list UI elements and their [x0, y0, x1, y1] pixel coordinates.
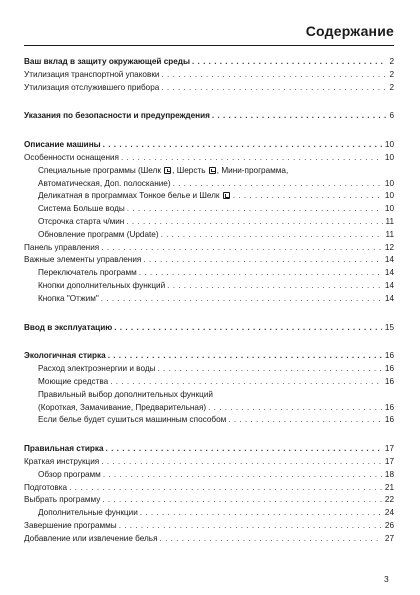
toc-entry-text: Моющие средства: [38, 376, 109, 386]
leader-dots: [228, 414, 382, 427]
toc-page-number: 10: [384, 191, 394, 201]
toc-text-part: , Мини-программа,: [216, 165, 289, 175]
toc-entry-line2[interactable]: [24, 178, 394, 191]
toc-heading-text: Экологичная стирка: [24, 351, 106, 361]
toc-page-number: 18: [384, 469, 394, 479]
toc-page-number: 14: [384, 280, 394, 290]
toc-entry-text: Автоматическая, Доп. полоскание): [38, 178, 171, 188]
toc-entry-text: Правильный выбор дополнительных функций: [38, 389, 213, 399]
leader-dots: [101, 293, 382, 306]
toc-entry[interactable]: [24, 242, 394, 255]
section-spacer: [24, 427, 394, 443]
section-spacer: [24, 306, 394, 322]
toc-entry[interactable]: [24, 254, 394, 267]
leader-dots: [106, 443, 382, 456]
toc-page-number: 10: [384, 178, 394, 188]
toc-entry-text: Система Больше воды: [38, 204, 125, 214]
toc-entry-text: Утилизация транспортной упаковки: [24, 69, 160, 79]
toc-page-number: 16: [384, 351, 394, 361]
toc-page-number: 14: [384, 268, 394, 278]
toc-page-number: 10: [384, 140, 394, 150]
toc-page-number: 14: [384, 293, 394, 303]
toc-heading-text: Описание машины: [24, 140, 101, 150]
toc-page-number: 11: [385, 229, 394, 239]
toc-page-number: 10: [384, 152, 394, 162]
toc-entry-text: Обзор программ: [38, 469, 101, 479]
toc-text-part: , Шерсть: [172, 165, 206, 175]
toc-heading-text: Ввод в эксплуатацию: [24, 322, 113, 332]
toc-entry-text: Переключатель программ: [38, 268, 137, 278]
toc-entry[interactable]: [24, 216, 394, 229]
leader-dots: [192, 56, 386, 69]
leader-dots: [108, 350, 382, 363]
toc-entry[interactable]: [24, 494, 394, 507]
toc-heading-machine-description[interactable]: [24, 139, 394, 152]
toc-entry[interactable]: [24, 363, 394, 376]
toc-entry-text: Панель управления: [24, 242, 100, 252]
toc-entry[interactable]: [24, 376, 394, 389]
leader-dots: [233, 190, 382, 203]
leader-dots: [140, 507, 382, 520]
leader-dots: [157, 363, 381, 376]
toc-entry-text: Кнопки дополнительных функций: [38, 280, 166, 290]
silk-icon: [223, 192, 230, 199]
toc-entry[interactable]: [24, 203, 394, 216]
toc-page-number: 10: [384, 204, 394, 214]
leader-dots: [161, 229, 383, 242]
table-of-contents: [24, 56, 394, 546]
toc-page-number: 17: [384, 456, 394, 466]
toc-entry-text: (Короткая, Замачивание, Предварительная): [38, 402, 207, 412]
toc-entry-text: Утилизация отслужившего прибора: [24, 82, 160, 92]
leader-dots: [167, 280, 382, 293]
leader-dots: [110, 376, 382, 389]
toc-entry[interactable]: [24, 482, 394, 495]
toc-page-number: 22: [384, 495, 394, 505]
toc-heading-commissioning[interactable]: [24, 322, 394, 335]
toc-entry[interactable]: [24, 533, 394, 546]
leader-dots: [121, 152, 382, 165]
leader-dots: [127, 203, 382, 216]
toc-page-number: 16: [384, 376, 394, 386]
toc-entry[interactable]: [24, 267, 394, 280]
toc-entry-text: Завершение программы: [24, 520, 117, 530]
toc-text-part: Специальные программы (Шелк: [38, 165, 161, 175]
toc-page-number: 2: [389, 82, 394, 92]
leader-dots: [212, 110, 387, 123]
toc-entry[interactable]: [24, 469, 394, 482]
wool-icon: [209, 167, 216, 174]
toc-heading-safety[interactable]: [24, 110, 394, 123]
toc-heading-environment[interactable]: [24, 56, 394, 69]
toc-heading-text: Указания по безопасности и предупреждения: [24, 111, 210, 121]
toc-page-number: 21: [384, 482, 394, 492]
toc-page-number: 24: [384, 508, 394, 518]
leader-dots: [161, 82, 386, 95]
toc-entry-text: [38, 190, 233, 203]
section-spacer: [24, 123, 394, 139]
toc-page-number: 2: [389, 57, 394, 66]
toc-entry[interactable]: [24, 190, 394, 203]
toc-entry[interactable]: [24, 229, 394, 242]
leader-dots: [103, 469, 382, 482]
toc-entry[interactable]: [24, 82, 394, 95]
leader-dots: [160, 533, 382, 546]
toc-entry[interactable]: [24, 414, 394, 427]
toc-entry[interactable]: [24, 507, 394, 520]
toc-page-number: 16: [384, 364, 394, 374]
toc-entry-text: Добавление или извлечение белья: [24, 533, 158, 543]
leader-dots: [114, 322, 382, 335]
toc-entry[interactable]: [24, 69, 394, 82]
toc-entry[interactable]: [24, 293, 394, 306]
toc-entry-text: Если белье будет сушиться машинным способом: [38, 415, 227, 425]
leader-dots: [69, 482, 382, 495]
page-number: 3: [384, 574, 389, 584]
toc-entry-text: Дополнительные функции: [38, 508, 138, 518]
toc-entry-text: Краткая инструкция: [24, 456, 100, 466]
toc-page-number: 26: [384, 520, 394, 530]
toc-entry-text: Обновление программ (Update): [38, 229, 159, 239]
toc-entry-text: Расход электроэнергии и воды: [38, 364, 156, 374]
toc-heading-text: Правильная стирка: [24, 444, 104, 454]
leader-dots: [119, 520, 382, 533]
toc-page-number: 6: [389, 111, 394, 121]
page-title: Содержание: [305, 23, 394, 39]
toc-entry[interactable]: [24, 280, 394, 293]
silk-icon: [164, 167, 171, 174]
toc-page-number: 12: [384, 242, 394, 252]
toc-entry-text: Подготовка: [24, 482, 68, 492]
toc-page-number: 15: [384, 322, 394, 332]
toc-page-number: 16: [384, 402, 394, 412]
leader-dots: [173, 178, 382, 191]
toc-page-number: 17: [384, 444, 394, 454]
section-spacer: [24, 334, 394, 350]
title-divider: [24, 45, 394, 46]
leader-dots: [102, 494, 382, 507]
toc-entry-text: Особенности оснащения: [24, 152, 119, 162]
leader-dots: [208, 402, 382, 415]
toc-page-number: 2: [389, 69, 394, 79]
toc-entry-line2[interactable]: [24, 402, 394, 415]
toc-text-part: Деликатная в программах Тонкое белье и Шелк: [38, 191, 220, 201]
leader-dots: [143, 254, 382, 267]
toc-entry-text: Важные элементы управления: [24, 255, 142, 265]
leader-dots: [139, 267, 382, 280]
toc-entry[interactable]: [24, 520, 394, 533]
section-spacer: [24, 94, 394, 110]
toc-page-number: 16: [384, 415, 394, 425]
toc-heading-eco-washing[interactable]: [24, 350, 394, 363]
toc-entry-line1[interactable]: [24, 165, 394, 178]
leader-dots: [101, 456, 382, 469]
leader-dots: [103, 139, 382, 152]
toc-entry[interactable]: [24, 152, 394, 165]
toc-page-number: 11: [385, 216, 394, 226]
toc-entry[interactable]: [24, 456, 394, 469]
toc-heading-text: Ваш вклад в защиту окружающей среды: [24, 57, 190, 66]
toc-page-number: 27: [384, 533, 394, 543]
toc-entry-text: Выбрать программу: [24, 495, 101, 505]
toc-entry-line1[interactable]: [24, 389, 394, 402]
toc-page-number: 14: [384, 255, 394, 265]
leader-dots: [126, 216, 382, 229]
toc-entry-text: Кнопка "Отжим": [38, 293, 99, 303]
leader-dots: [161, 69, 386, 82]
toc-entry-text: [38, 165, 290, 178]
leader-dots: [101, 242, 382, 255]
toc-entry-text: Отсрочка старта ч/мин: [38, 216, 125, 226]
toc-heading-correct-washing[interactable]: [24, 443, 394, 456]
